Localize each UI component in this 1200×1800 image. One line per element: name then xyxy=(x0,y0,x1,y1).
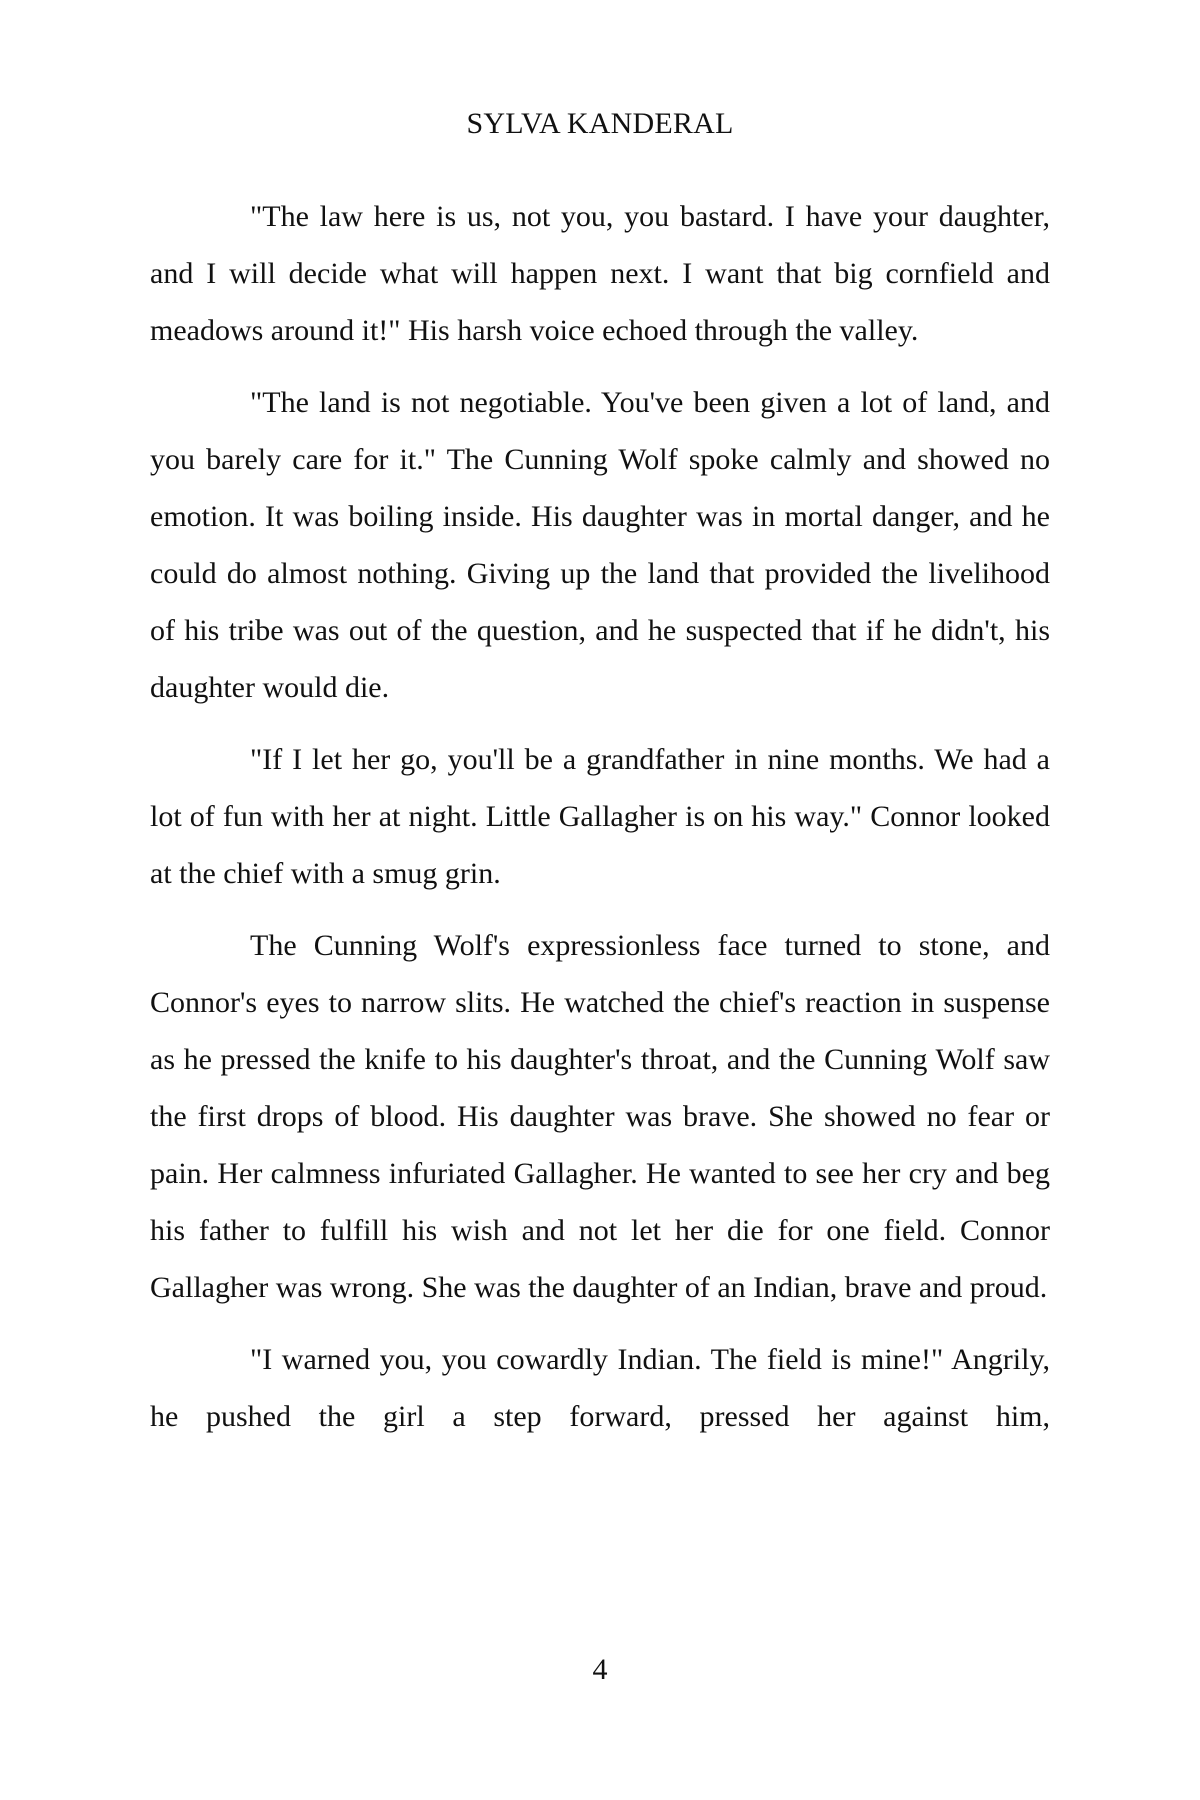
paragraph: The Cunning Wolf's expressionless face turned to stone, and Connor's eyes to narrow slits. He watched the chief's reaction in suspense as he pressed the knife to his daughter's throat, and the Cunning Wolf saw the first drops of blood. His daughter was brave. She showed no fear or pain. Her calmness infuriated Gallagher. He wanted to see her cry and beg his father to fulfill his wish and not let her die for one field. Connor Gallagher was wrong. She was the daughter of an Indian, brave and proud. xyxy=(150,929,1050,1304)
paragraph: "If I let her go, you'll be a grandfather in nine months. We had a lot of fun with her at night. Little Gallagher is on his way." Connor looked at the chief with a smug grin. xyxy=(150,743,1050,890)
paragraph: "The law here is us, not you, you bastard. I have your daughter, and I will decide what will happen next. I want that big cornfield and meadows around it!" His harsh voice echoed through the valley. xyxy=(150,200,1050,347)
paragraph: "The land is not negotiable. You've been given a lot of land, and you barely care for it." The Cunning Wolf spoke calmly and showed no emotion. It was boiling inside. His daughter was in mortal danger, and he could do almost nothing. Giving up the land that provided the livelihood of his tribe was out of the question, and he suspected that if he didn't, his daughter would die. xyxy=(150,386,1050,704)
running-header: SYLVA KANDERAL xyxy=(466,107,734,140)
paragraph-continued: "I warned you, you cowardly Indian. The field is mine!" Angrily, he pushed the girl a step forward, pressed her against him, xyxy=(150,1343,1050,1433)
body-text xyxy=(150,188,1050,1460)
page-number: 4 xyxy=(592,1653,608,1686)
